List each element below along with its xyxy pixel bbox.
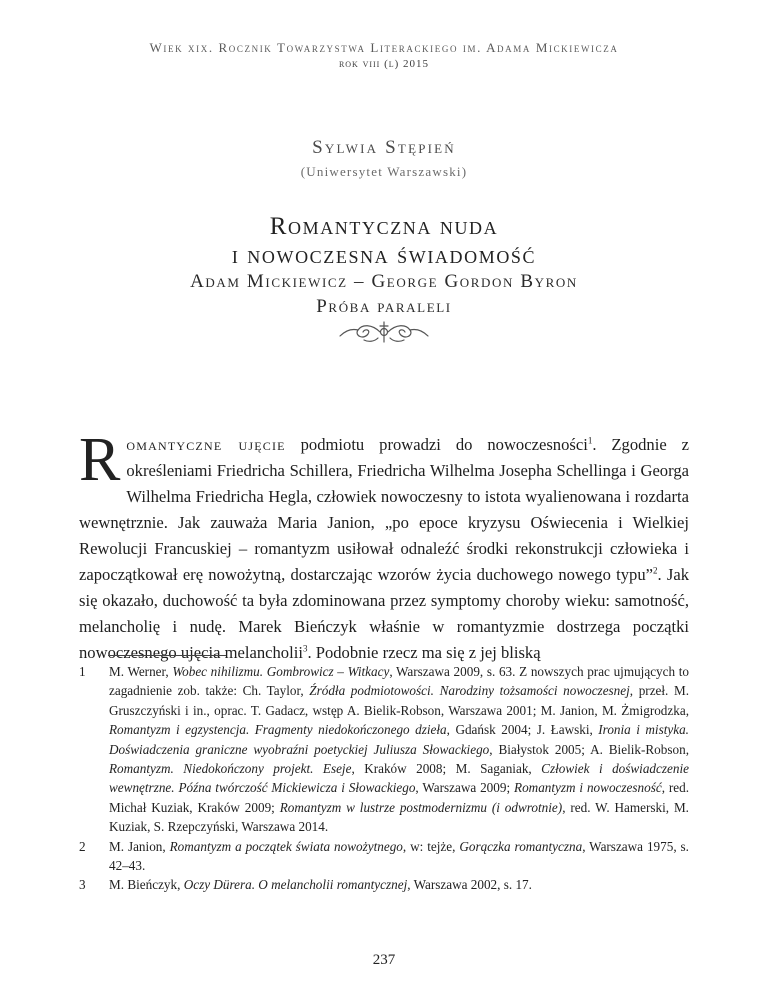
- title-line-1: Romantyczna nuda: [269, 213, 499, 240]
- page-number: 237: [372, 952, 396, 968]
- footnote-number: 2: [79, 838, 86, 854]
- article-subtitle: [0, 269, 768, 319]
- subtitle-line-1: Adam Mickiewicz – George Gordon Byron: [190, 271, 578, 292]
- journal-title: Wiek xix. Rocznik Towarzystwa Literackiego im. Adama Mickiewicza: [149, 40, 619, 55]
- footnote-number: 1: [79, 664, 86, 679]
- body-text-2: . Zgodnie z określeniami Friedricha Schillera, Friedricha Wilhelma Josepha Schellinga i Georga Wilhelma Friedricha Hegla, człowiek nowoczesny to istota wyalienowana i rozdarta wewnętrznie. Jak zauważa Maria Janion, „po epoce kryzysu Oświecenia i Wielkiej Rewolucji Francuskiej – romantyzm usiłował odnaleźć środki rekonstrukcji człowieka i zapoczątkował erę nowożytną, dostarczając wzorów życia duchowego nowego typu”: [79, 435, 689, 584]
- footnote-ref-3[interactable]: 3: [302, 643, 308, 654]
- footnote-separator: [108, 655, 226, 656]
- body-text-1: podmiotu prowadzi do nowoczesności: [285, 435, 588, 454]
- title-line-2: i nowoczesna świadomość: [231, 242, 537, 269]
- journal-volume: rok viii (l) 2015: [338, 58, 430, 70]
- fleuron-ornament-icon: [334, 318, 434, 346]
- footnote-1: 1 M. Werner, Wobec nihilizmu. Gombrowicz – Witkacy, Warszawa 2009, s. 63. Z nowszych prac ujmujących to zagadnienie zob. także: Ch. Taylor, Źródła podmiotowości. Narodziny tożsamości nowoczesnej, przeł. M. Gruszczyński i in., oprac. T. Gadacz, wstęp A. Bielik-Robson, Warszawa 2001; M. Janion, M. Żmigrodzka, Romantyzm i egzystencja. Fragmenty niedokończonego dzieła, Gdańsk 2004; J. Ławski, Ironia i mistyka. Doświadczenia graniczne wyobraźni poetyckiej Juliusza Słowackiego, Białystok 2005; A. Bielik-Robson, Romantyzm. Niedokończony projekt. Eseje, Kraków 2008; M. Saganiak, Człowiek i doświadczenie wewnętrzne. Późna twórczość Mickiewicza i Słowackiego, Warszawa 2009; Romantyzm i nowoczesność, red. Michał Kuziak, Kraków 2009; Romantyzm w lustrze postmodernizmu (i odwrotnie), red. W. Hamerski, M. Kuziak, S. Rzepczyński, Warszawa 2014.: [79, 664, 690, 835]
- article-author: Sylwia Stępień: [312, 137, 456, 158]
- footnotes: [79, 662, 689, 895]
- subtitle-line-2: Próba paraleli: [316, 296, 452, 317]
- footnote-2: 2 M. Janion, Romantyzm a początek świata nowożytnego, w: tejże, Gorączka romantyczna, Warszawa 1975, s. 42–43.: [79, 838, 689, 874]
- lead-in: omantyczne ujęcie: [126, 435, 286, 454]
- footnote-ref-1[interactable]: 1: [587, 435, 593, 446]
- author-affiliation: (Uniwersytet Warszawski): [300, 164, 468, 179]
- footnote-ref-2[interactable]: 2: [653, 565, 658, 576]
- article-title: [0, 212, 768, 270]
- body-paragraph: [79, 426, 689, 666]
- footnote-3: 3 M. Bieńczyk, Oczy Dürera. O melancholii romantycznej, Warszawa 2002, s. 17.: [79, 875, 689, 894]
- body-text-4: . Podobnie rzecz ma się z jej bliską: [307, 643, 541, 662]
- body-text-3: . Jak się okazało, duchowość ta była zdominowana przez symptomy choroby wieku: samotność, melancholię i nudę. Marek Bieńczyk właśnie w romantyzmie dostrzega początki nowoczesnego ujęcia melancholii: [79, 565, 689, 662]
- drop-cap: R: [79, 426, 121, 494]
- footnote-number: 3: [79, 877, 86, 893]
